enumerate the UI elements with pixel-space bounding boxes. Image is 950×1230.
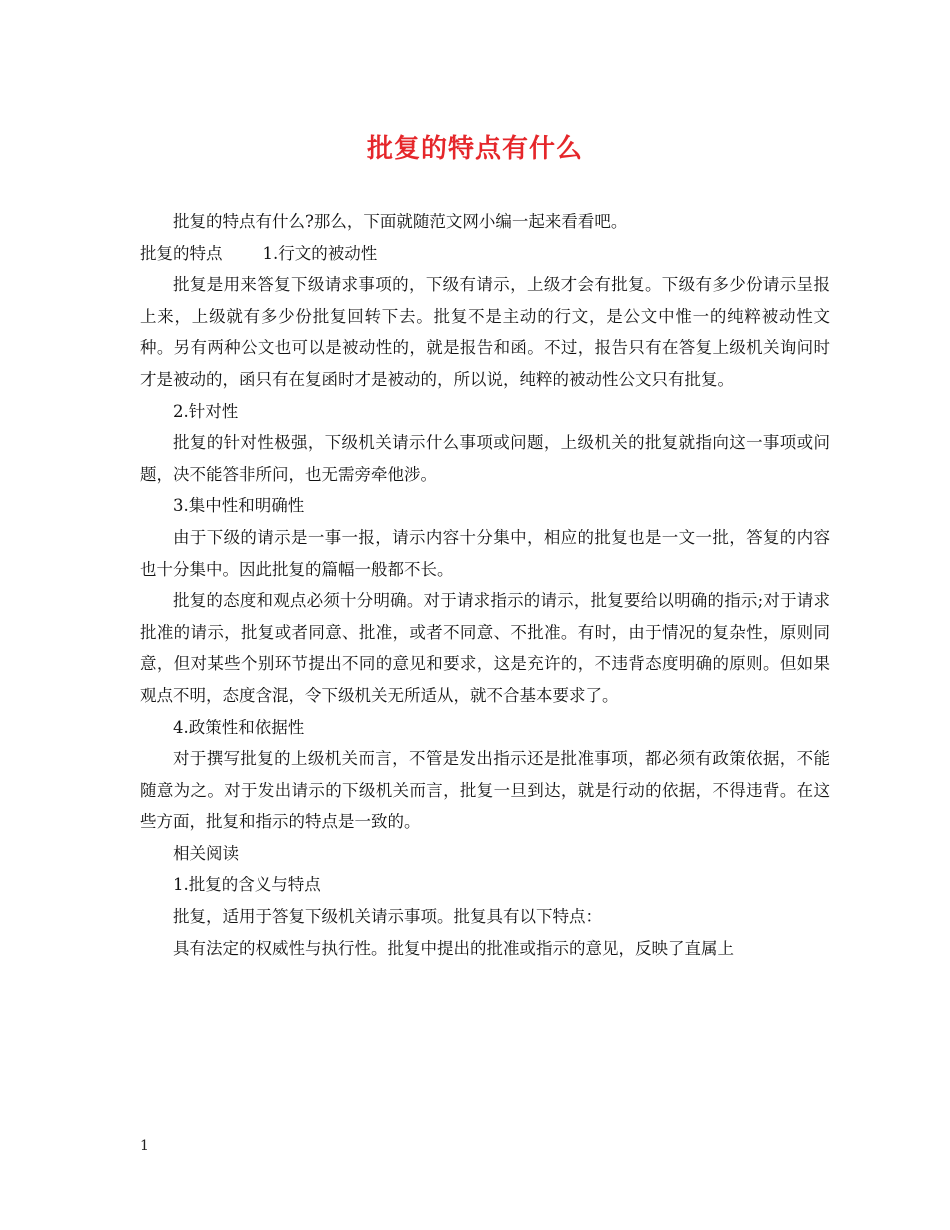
section-1-title: 1.行文的被动性 xyxy=(262,243,378,263)
document-title: 批复的特点有什么 xyxy=(366,134,583,164)
related-heading: 相关阅读 xyxy=(173,843,239,863)
heading-line xyxy=(140,238,830,270)
section-3-paragraph-2: 批复的态度和观点必须十分明确。对于请求指示的请示，批复要给以明确的指示;对于请求批准的请示，批复或者同意、批准，或者不同意、不批准。有时，由于情况的复杂性，原则同意，但对某些个别环节提出不同的意见和要求，这是充许的，不违背态度明确的原则。但如果观点不明，态度含混，令下级机关无所适从，就不合基本要求了。 xyxy=(140,591,830,705)
section-4-paragraph: 对于撰写批复的上级机关而言，不管是发出指示还是批准事项，都必须有政策依据，不能随意为之。对于发出请示的下级机关而言，批复一旦到达，就是行动的依据，不得违背。在这些方面，批复和指示的特点是一致的。 xyxy=(140,749,830,832)
section-3-title: 3.集中性和明确性 xyxy=(173,496,305,516)
section-2-title: 2.针对性 xyxy=(173,401,239,421)
document-body xyxy=(140,206,830,964)
section-4-title: 4.政策性和依据性 xyxy=(173,717,305,737)
intro-paragraph: 批复的特点有什么?那么，下面就随范文网小编一起来看看吧。 xyxy=(173,212,628,231)
related-1-paragraph-1: 批复，适用于答复下级机关请示事项。批复具有以下特点： xyxy=(173,907,602,927)
related-1-paragraph-2: 具有法定的权威性与执行性。批复中提出的批准或指示的意见，反映了直属上 xyxy=(173,938,734,958)
section-1-paragraph: 批复是用来答复下级请求事项的，下级有请示，上级才会有批复。下级有多少份请示呈报上来，上级就有多少份批复回转下去。批复不是主动的行文，是公文中惟一的纯粹被动性文种。另有两种公文也可以是被动性的，就是报告和函。不过，报告只有在答复上级机关询问时才是被动的，函只有在复函时才是被动的，所以说，纯粹的被动性公文只有批复。 xyxy=(140,275,830,389)
section-2-paragraph: 批复的针对性极强，下级机关请示什么事项或问题，上级机关的批复就指向这一事项或问题，决不能答非所问，也无需旁牵他涉。 xyxy=(140,433,830,484)
related-1-title: 1.批复的含义与特点 xyxy=(173,875,321,895)
page-number: 1 xyxy=(140,1138,149,1154)
section-3-paragraph-1: 由于下级的请示是一事一报，请示内容十分集中，相应的批复也是一文一批，答复的内容也十分集中。因此批复的篇幅一般都不长。 xyxy=(140,527,830,579)
heading-label: 批复的特点 xyxy=(140,243,223,263)
